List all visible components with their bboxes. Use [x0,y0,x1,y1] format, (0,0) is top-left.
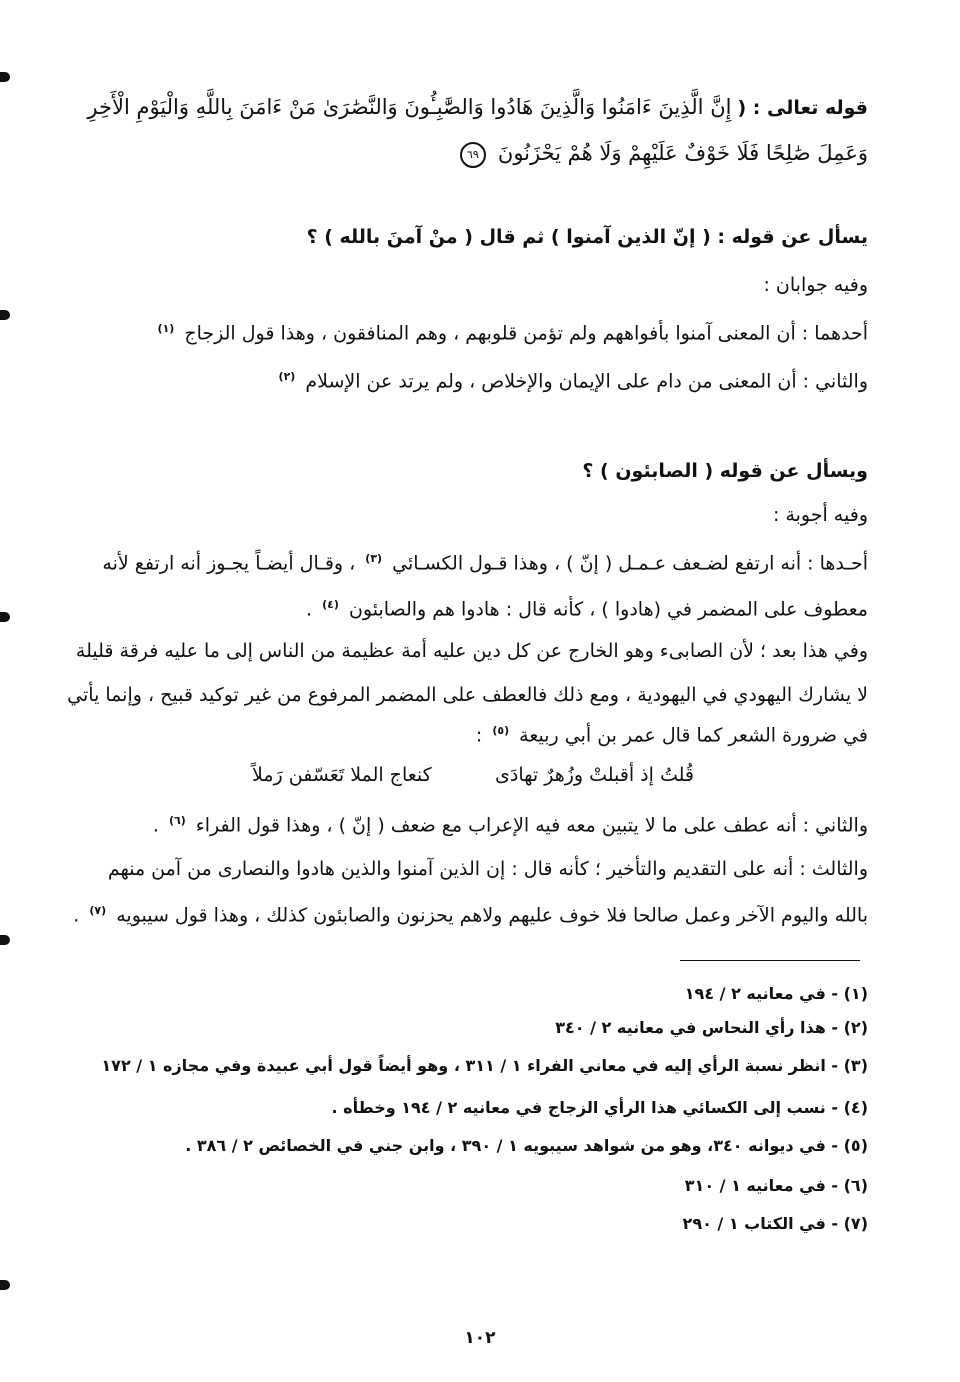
section2-p3: والثاني : أنه عطف على ما لا يتبين معه فيه الإعراب مع ضعف ( إنّ ) ، وهذا قول الفراء $^{(٦)}$ . [152,814,868,837]
footnote-5: (٥) - في ديوانه ٣٤٠، وهو من شواهد سيبويه ١ / ٣٩٠ ، وابن جني في الخصائص ٢ / ٣٨٦ . [185,1136,868,1155]
section2-p4-line2: بالله واليوم الآخر وعمل صالحا فلا خوف عليهم ولاهم يحزنون والصابئون كذلك ، وهذا قول سيبويه $^{(٧)}$ . [73,904,868,927]
section2-intro: وفيه أجوبة : [773,504,868,526]
binding-mark [0,1280,10,1290]
footnote-7: (٧) - في الكتاب ١ / ٢٩٠ [682,1214,868,1233]
section2-p2-line3: في ضرورة الشعر كما قال عمر بن أبي ربيعة $^{(٥)}$ : [475,724,868,747]
footnote-4: (٤) - نسب إلى الكسائي هذا الرأي الزجاج في معانيه ٢ / ١٩٤ وخطأه . [331,1098,868,1117]
binding-mark [0,935,10,945]
verse-number-icon: ٦٩ [460,142,486,168]
footnote-3: (٣) - انظر نسبة الرأي إليه في معاني الفراء ١ / ٣١١ ، وهو أيضاً قول أبي عبيدة وفي مجازه ١ / ١٧٢ [101,1056,868,1075]
footnote-ref: (٧) [89,904,107,917]
section1-intro: وفيه جوابان : [763,274,868,296]
footnote-ref: (١) [157,322,175,335]
footnote-divider [680,960,860,961]
section2-p4-line1: والثالث : أنه على التقديم والتأخير ؛ كأنه قال : إن الذين آمنوا والذين هادوا والنصارى من آمن منهم [107,858,868,880]
verse-line-1 [80,92,868,123]
page-number: ١٠٢ [464,1328,496,1348]
section2-question: ويسأل عن قوله ( الصابئون ) ؟ [582,460,868,482]
footnote-1: (١) - في معانيه ٢ / ١٩٤ [684,984,868,1003]
binding-mark [0,72,10,82]
section2-p1-line2: معطوف على المضمر في (هادوا ) ، كأنه قال : هادوا هم والصابئون $^{(٤)}$ . [306,598,868,621]
poem-hemistich-2: كنعاج الملا تَعَسّفن رَملاً [252,764,432,786]
footnote-2: (٢) - هذا رأي النحاس في معانيه ٢ / ٣٤٠ [555,1018,868,1037]
footnote-ref: (٣) [365,552,383,565]
binding-mark [0,310,10,320]
verse-text-2: وَعَمِلَ صَٰلِحًا فَلَا خَوْفٌ عَلَيْهِمْ وَلَا هُمْ يَحْزَنُونَ [497,141,868,165]
section1-answer1: أحدهما : أن المعنى آمنوا بأفواههم ولم تؤمن قلوبهم ، وهم المنافقون ، وهذا قول الزجاج $^{(١)}$ [157,322,868,345]
section1-answer2: والثاني : أن المعنى من دام على الإيمان والإخلاص ، ولم يرتد عن الإسلام $^{(٢)}$ [278,370,868,393]
poem-hemistich-1: قُلتُ إذ أقبلتْ وزُهرٌ تهادَى [495,764,694,786]
section2-p2-line1: وفي هذا بعد ؛ لأن الصابىء وهو الخارج عن كل دين عليه أمة عظيمة من الناس إلى ما عليه فرقة قليلة [75,640,868,662]
verse-line-2 [80,138,868,169]
footnote-ref: (٤) [322,598,339,611]
section2-p1-line1: أحـدها : أنه ارتفع لضـعف عـمـل ( إنّ ) ، وهذا قـول الكسـائي $^{(٣)}$ ، وقـال أيضـاً يجـوز أنه ارتفع لأنه [102,552,868,575]
verse-text-1: إِنَّ الَّذِينَ ءَامَنُوا وَالَّذِينَ هَادُوا وَالصَّٰبِـُٔونَ وَالنَّصَٰرَىٰ مَنْ ءَامَنَ بِاللَّهِ وَالْيَوْمِ الْأَخِرِ [87,95,732,119]
binding-mark [0,612,10,622]
footnote-ref: (٥) [492,724,510,737]
footnote-ref: (٢) [278,370,296,383]
verse-intro: قوله تعالى : ( [737,97,868,119]
footnote-6: (٦) - في معانيه ١ / ٣١٠ [684,1176,868,1195]
footnote-ref: (٦) [168,814,186,827]
section1-question: يسأل عن قوله : ( إنّ الذين آمنوا ) ثم قال ( منْ آمنَ بالله ) ؟ [306,226,868,248]
section2-p2-line2: لا يشارك اليهودي في اليهودية ، ومع ذلك فالعطف على المضمر المرفوع من غير توكيد قبيح ، وإنما يأتي [67,684,868,706]
